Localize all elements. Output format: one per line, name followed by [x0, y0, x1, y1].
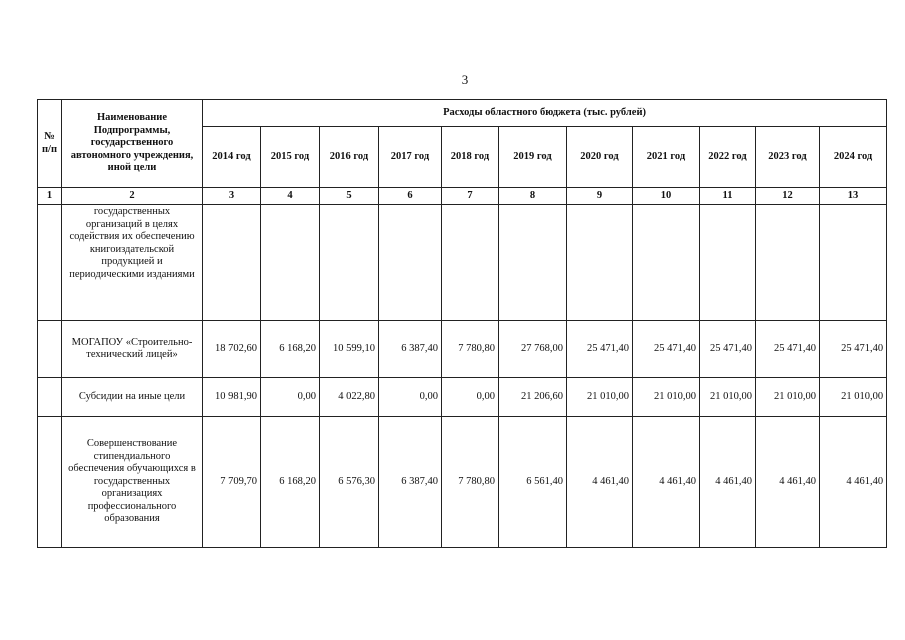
row-value: 18 702,60 — [203, 321, 261, 378]
row-value: 27 768,00 — [499, 321, 567, 378]
row-value: 25 471,40 — [820, 321, 887, 378]
year-header: 2020 год — [567, 127, 633, 188]
row-number — [38, 205, 62, 321]
row-number — [38, 378, 62, 417]
row-value — [820, 205, 887, 321]
budget-table — [37, 99, 887, 548]
row-value: 25 471,40 — [756, 321, 820, 378]
row-value — [499, 205, 567, 321]
page-number: 3 — [461, 72, 469, 87]
row-value — [633, 205, 700, 321]
year-header: 2019 год — [499, 127, 567, 188]
column-index: 9 — [567, 188, 633, 205]
column-index: 10 — [633, 188, 700, 205]
year-header: 2014 год — [203, 127, 261, 188]
row-name: Субсидии на иные цели — [62, 378, 203, 417]
row-value: 7 709,70 — [203, 417, 261, 548]
column-index: 2 — [62, 188, 203, 205]
header-number: № п/п — [38, 100, 62, 188]
column-index: 11 — [700, 188, 756, 205]
column-index: 12 — [756, 188, 820, 205]
row-value: 7 780,80 — [442, 321, 499, 378]
column-index: 13 — [820, 188, 887, 205]
column-index: 3 — [203, 188, 261, 205]
row-value: 21 010,00 — [567, 378, 633, 417]
row-value: 6 168,20 — [261, 417, 320, 548]
row-name: Совершенствование стипендиального обеспечения обучающихся в государственных организациях профессионального образования — [62, 417, 203, 548]
row-value: 0,00 — [379, 378, 442, 417]
column-index: 1 — [38, 188, 62, 205]
row-value — [261, 205, 320, 321]
row-value — [320, 205, 379, 321]
table-row — [38, 205, 887, 321]
row-value: 4 461,40 — [756, 417, 820, 548]
year-header: 2021 год — [633, 127, 700, 188]
column-index: 5 — [320, 188, 379, 205]
row-number — [38, 417, 62, 548]
row-value: 25 471,40 — [633, 321, 700, 378]
row-value: 10 599,10 — [320, 321, 379, 378]
year-header: 2018 год — [442, 127, 499, 188]
row-value — [442, 205, 499, 321]
column-index: 8 — [499, 188, 567, 205]
row-value: 4 461,40 — [633, 417, 700, 548]
row-value — [700, 205, 756, 321]
row-value: 4 022,80 — [320, 378, 379, 417]
year-header: 2016 год — [320, 127, 379, 188]
table-row — [38, 321, 887, 378]
column-index: 7 — [442, 188, 499, 205]
header-budget: Расходы областного бюджета (тыс. рублей) — [203, 100, 887, 127]
row-value: 4 461,40 — [567, 417, 633, 548]
row-number — [38, 321, 62, 378]
row-value — [567, 205, 633, 321]
row-value: 0,00 — [261, 378, 320, 417]
year-header: 2015 год — [261, 127, 320, 188]
row-value: 10 981,90 — [203, 378, 261, 417]
row-value: 25 471,40 — [567, 321, 633, 378]
year-header: 2024 год — [820, 127, 887, 188]
header-name: Наименование Подпрограммы, государственного автономного учреждения, иной цели — [62, 100, 203, 188]
row-value: 4 461,40 — [700, 417, 756, 548]
year-header: 2017 год — [379, 127, 442, 188]
row-value: 21 206,60 — [499, 378, 567, 417]
table-row — [38, 417, 887, 548]
year-header: 2022 год — [700, 127, 756, 188]
row-value — [379, 205, 442, 321]
row-value: 25 471,40 — [700, 321, 756, 378]
row-value: 6 387,40 — [379, 417, 442, 548]
row-value: 6 168,20 — [261, 321, 320, 378]
row-value: 0,00 — [442, 378, 499, 417]
row-value: 6 561,40 — [499, 417, 567, 548]
column-index-row — [38, 188, 887, 205]
row-value: 7 780,80 — [442, 417, 499, 548]
table-row — [38, 378, 887, 417]
row-name: МОГАПОУ «Строительно-технический лицей» — [62, 321, 203, 378]
row-name: государственных организаций в целях содействия их обеспечению книгоиздательской продукцией и периодическими изданиями — [62, 205, 203, 321]
year-header: 2023 год — [756, 127, 820, 188]
row-value: 21 010,00 — [700, 378, 756, 417]
row-value: 21 010,00 — [756, 378, 820, 417]
row-value: 4 461,40 — [820, 417, 887, 548]
column-index: 6 — [379, 188, 442, 205]
row-value: 6 576,30 — [320, 417, 379, 548]
row-value — [203, 205, 261, 321]
row-value — [756, 205, 820, 321]
column-index: 4 — [261, 188, 320, 205]
row-value: 21 010,00 — [820, 378, 887, 417]
row-value: 6 387,40 — [379, 321, 442, 378]
row-value: 21 010,00 — [633, 378, 700, 417]
